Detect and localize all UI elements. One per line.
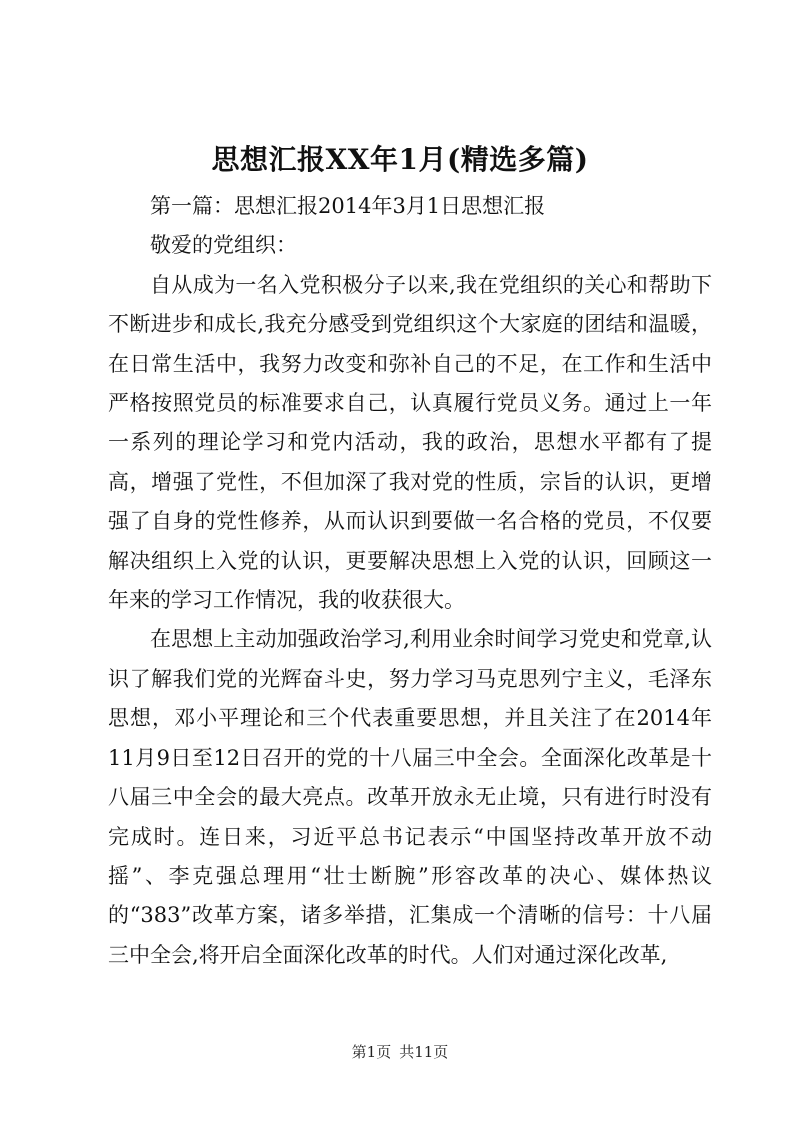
section-heading: 第一篇：思想汇报2014年3月1日思想汇报 xyxy=(150,194,546,218)
body-paragraph: 自从成为一名入党积极分子以来,我在党组织的关心和帮助下不断进步和成长,我充分感受到党组织这个大家庭的团结和温暖，在日常生活中，我努力改变和弥补自己的不足，在工作和生活中严格按照党员的标准要求自己，认真履行党员义务。通过上一年一系列的理论学习和党内活动，我的政治，思想水平都有了提高，增强了党性，不但加深了我对党的性质，宗旨的认识，更增强了自身的党性修养，从而认识到要做一名合格的党员，不仅要解决组织上入党的认识，更要解决思想上入党的认识，回顾这一年来的学习工作情况，我的收获很大。 xyxy=(108,272,712,613)
document-title: 思想汇报XX年1月(精选多篇) xyxy=(211,143,589,176)
page-number: 第1页 xyxy=(351,1043,392,1061)
salutation: 敬爱的党组织： xyxy=(150,233,297,258)
body-paragraph: 在思想上主动加强政治学习,利用业余时间学习党史和党章,认识了解我们党的光辉奋斗史，努力学习马克思列宁主义，毛泽东思想，邓小平理论和三个代表重要思想，并且关注了在2014年11月9日至12日召开的党的十八届三中全会。全面深化改革是十八届三中全会的最大亮点。改革开放永无止境，只有进行时没有完成时。连日来，习近平总书记表示“中国坚持改革开放不动摇”、李克强总理用“壮士断腕”形容改革的决心、媒体热议的“383”改革方案，诸多举措，汇集成一个清晰的信号：十八届三中全会,将开启全面深化改革的时代。人们对通过深化改革, xyxy=(108,627,712,967)
document-body xyxy=(108,187,712,975)
page-total: 共11页 xyxy=(399,1043,449,1061)
page-footer xyxy=(0,1042,800,1062)
